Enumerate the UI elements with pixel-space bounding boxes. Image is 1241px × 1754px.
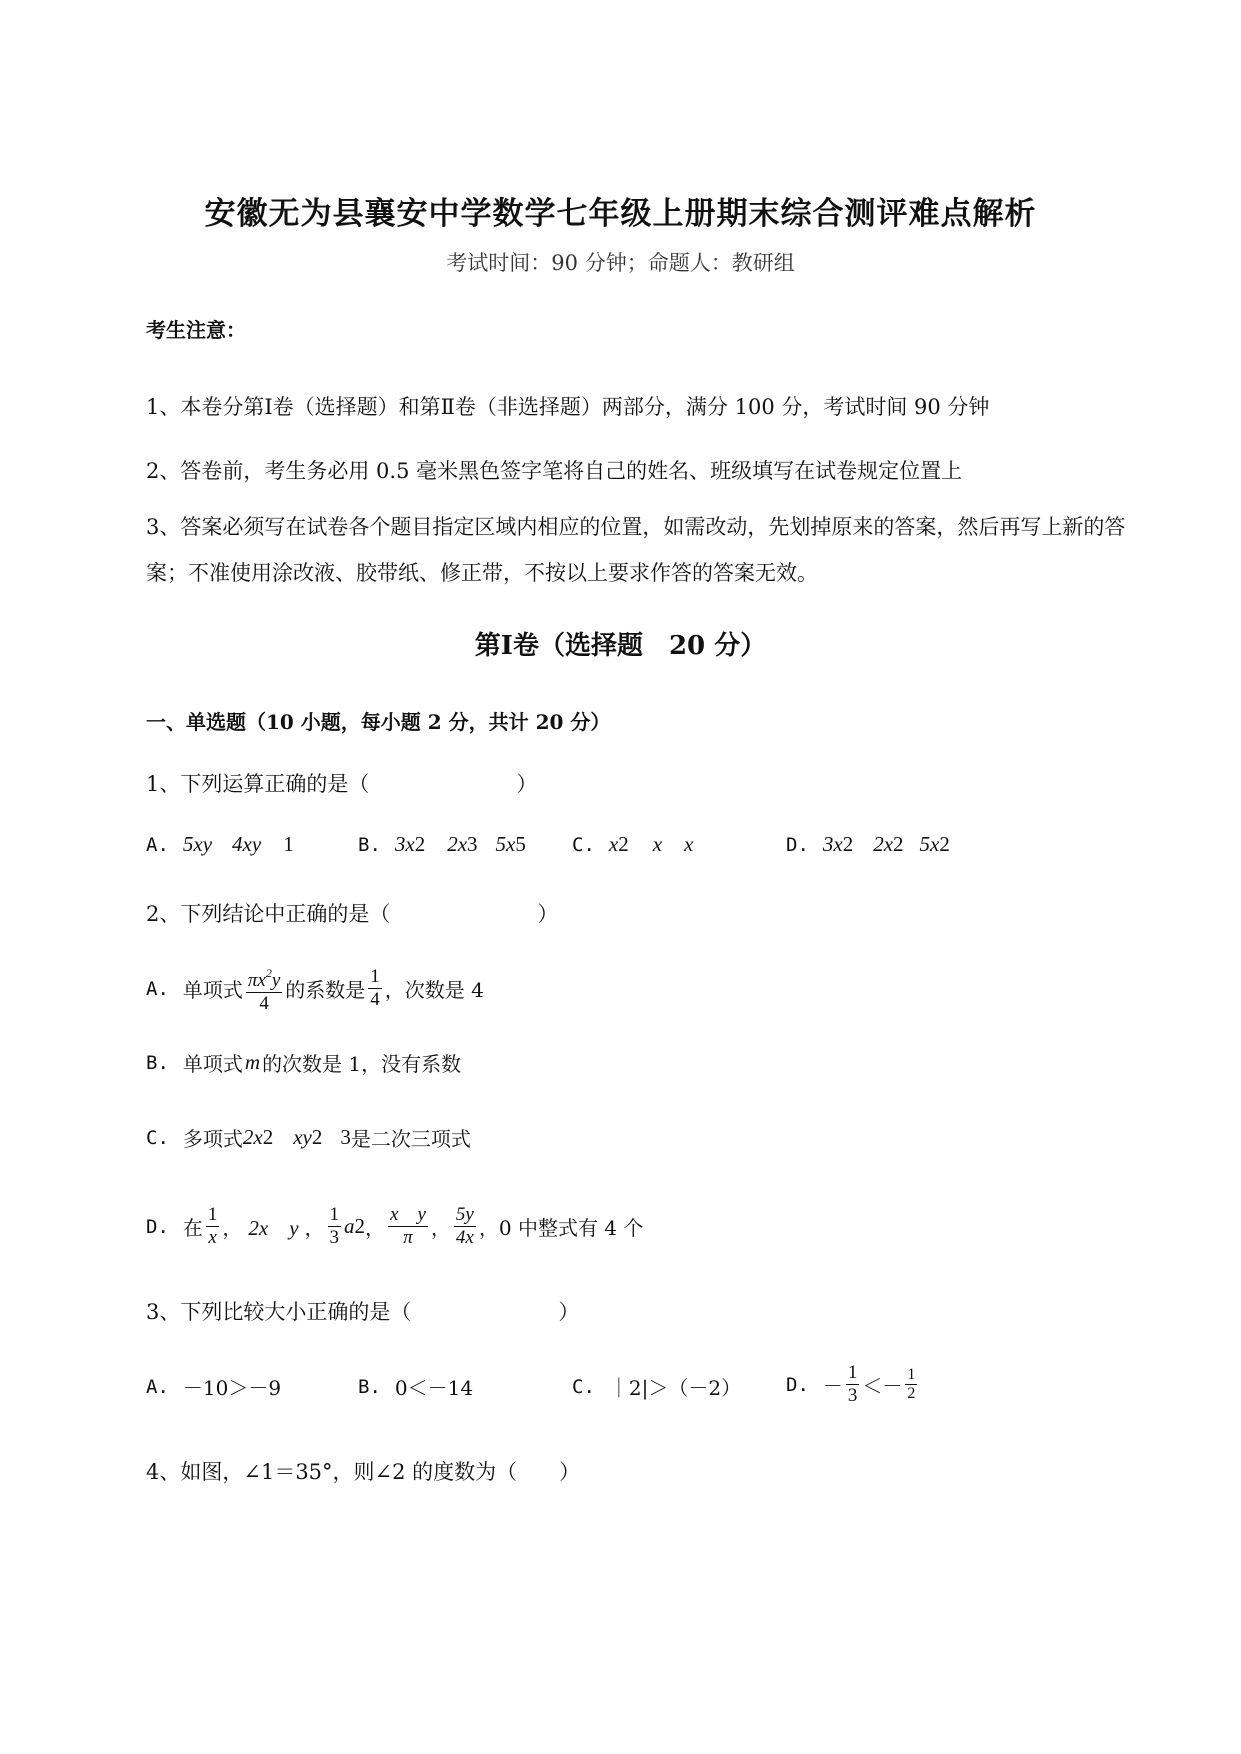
option-letter: B. — [358, 833, 381, 856]
option-text: 单项式 — [182, 978, 243, 1002]
option-letter: D. — [146, 1215, 169, 1238]
denominator: 2 — [907, 1385, 916, 1402]
fraction — [246, 962, 282, 1015]
exponent: 2 — [265, 966, 272, 980]
question-3-option-c — [572, 1372, 741, 1401]
expr: 2x — [242, 1125, 263, 1149]
numerator: 1 — [329, 1204, 340, 1225]
variable: m — [244, 1050, 261, 1074]
expr: xy — [293, 1125, 312, 1149]
question-1-option-c — [572, 832, 693, 857]
part-heading: 一、单选题（10 小题，每小题 2 分，共计 20 分） — [146, 710, 611, 734]
option-text: ，0 中整式有 4 个 — [478, 1216, 644, 1240]
exponent: 3 — [467, 832, 478, 856]
denominator: 4 — [370, 989, 380, 1010]
notice-item-3: 3、答案必须写在试卷各个题目指定区域内相应的位置，如需改动，先划掉原来的答案，然后再写上新的答案；不准使用涂改液、胶带纸、修正带，不按以上要求作答的答案无效。 — [146, 515, 1126, 585]
notice-item-1: 1、本卷分第Ⅰ卷（选择题）和第Ⅱ卷（非选择题）两部分，满分 100 分，考试时间 90 分钟 — [146, 395, 990, 419]
numerator: 1 — [907, 1366, 916, 1383]
numerator: 5y — [455, 1204, 474, 1225]
expr: 5x — [919, 832, 940, 856]
fraction — [388, 1204, 428, 1249]
option-letter: B. — [146, 1051, 169, 1074]
exponent: 2 — [939, 832, 950, 856]
question-1-option-b — [358, 832, 526, 857]
question-1-option-a — [146, 832, 294, 857]
expr: 1 — [283, 832, 294, 856]
fraction — [905, 1366, 917, 1403]
denominator: x — [208, 1227, 217, 1248]
expr: a — [344, 1214, 355, 1238]
numerator: x y — [390, 1204, 426, 1225]
fraction — [454, 1204, 476, 1249]
option-text: 单项式 — [182, 1052, 243, 1076]
expr: x — [652, 832, 663, 856]
option-letter: C. — [146, 1126, 169, 1149]
expr: 4xy — [232, 832, 262, 856]
exponent: 2 — [262, 1125, 274, 1149]
question-3-option-a — [146, 1372, 281, 1401]
fraction — [328, 1204, 342, 1249]
option-letter: C. — [572, 833, 595, 856]
option-letter: A. — [146, 833, 169, 856]
exponent: 2 — [893, 832, 904, 856]
exponent: 2 — [842, 832, 854, 856]
exponent: 5 — [515, 832, 526, 856]
expr: 2x — [873, 832, 894, 856]
denominator: 3 — [847, 1385, 858, 1406]
expr: 5xy — [182, 832, 213, 856]
expr: 3x — [822, 832, 843, 856]
numerator: πx — [247, 970, 266, 991]
expr: x — [608, 832, 619, 856]
notice-item-2: 2、答卷前，考生务必用 0.5 毫米黑色签字笔将自己的姓名、班级填写在试卷规定位置上 — [146, 459, 963, 483]
question-2-stem: 2、下列结论中正确的是（ ） — [146, 902, 559, 926]
option-text: － — [822, 1374, 843, 1398]
option-letter: A. — [146, 1375, 169, 1398]
option-text: 0＜－14 — [394, 1376, 474, 1400]
notice-heading: 考生注意： — [146, 318, 246, 342]
option-letter: A. — [146, 977, 169, 1000]
exponent: 2 — [618, 832, 629, 856]
exponent: 2 — [354, 1214, 366, 1238]
option-text: 的次数是 1，没有系数 — [262, 1052, 462, 1076]
option-text: ＜－ — [862, 1374, 903, 1398]
exponent: 2 — [311, 1125, 323, 1149]
option-text: 是二次三项式 — [350, 1127, 471, 1151]
expr: 2x — [447, 832, 468, 856]
expr: 3 — [340, 1125, 351, 1149]
question-3-option-d — [786, 1362, 920, 1407]
exam-info: 考试时间：90 分钟；命题人：教研组 — [446, 251, 795, 275]
section-heading: 第Ⅰ卷（选择题 20 分） — [474, 631, 767, 661]
question-1-stem: 1、下列运算正确的是（ ） — [146, 772, 538, 796]
expr: 3x — [394, 832, 415, 856]
expr: 5x — [495, 832, 516, 856]
option-text: ，次数是 4 — [384, 978, 484, 1002]
fraction — [206, 1204, 220, 1249]
denominator: 4 — [259, 993, 269, 1014]
option-letter: D. — [786, 1373, 809, 1396]
option-text: 的系数是 — [285, 978, 366, 1002]
numerator: 1 — [370, 966, 380, 987]
question-4-stem: 4、如图，∠1＝35°，则∠2 的度数为（ ） — [146, 1460, 581, 1484]
numerator-tail: y — [271, 970, 281, 991]
option-text: －10＞－9 — [182, 1376, 282, 1400]
numerator: 1 — [207, 1204, 218, 1225]
option-letter: B. — [358, 1375, 381, 1398]
question-2-option-c — [146, 1123, 471, 1152]
fraction — [368, 966, 382, 1011]
denominator: 4x — [455, 1227, 474, 1248]
question-2-option-a — [146, 962, 484, 1015]
option-text: 多项式 — [182, 1127, 243, 1151]
page-title: 安徽无为县襄安中学数学七年级上册期末综合测评难点解析 — [204, 196, 1037, 232]
denominator: π — [403, 1227, 413, 1248]
fraction — [846, 1362, 860, 1407]
option-text: ｜2|＞（－2） — [608, 1376, 742, 1400]
question-2-option-d: D. 在 $\frac{1}{x}$ ， 2x y ， $\frac{1}{3}$ a 2 ， $\frac{\text{x y}}{\pi}$ ， $\frac{5y}{4x}$ ，0 中整式有 4 个 — [146, 1204, 644, 1248]
expr: x — [684, 832, 694, 856]
option-text: 在 — [182, 1216, 203, 1240]
question-1-option-d — [786, 832, 950, 857]
option-letter: D. — [786, 833, 809, 856]
denominator: 3 — [329, 1227, 340, 1248]
numerator: 1 — [847, 1362, 858, 1383]
exponent: 2 — [414, 832, 426, 856]
option-letter: C. — [572, 1375, 595, 1398]
expr: 2x y — [248, 1215, 299, 1240]
question-3-option-b — [358, 1372, 473, 1401]
question-3-stem: 3、下列比较大小正确的是（ ） — [146, 1300, 580, 1324]
question-2-option-b — [146, 1048, 461, 1077]
